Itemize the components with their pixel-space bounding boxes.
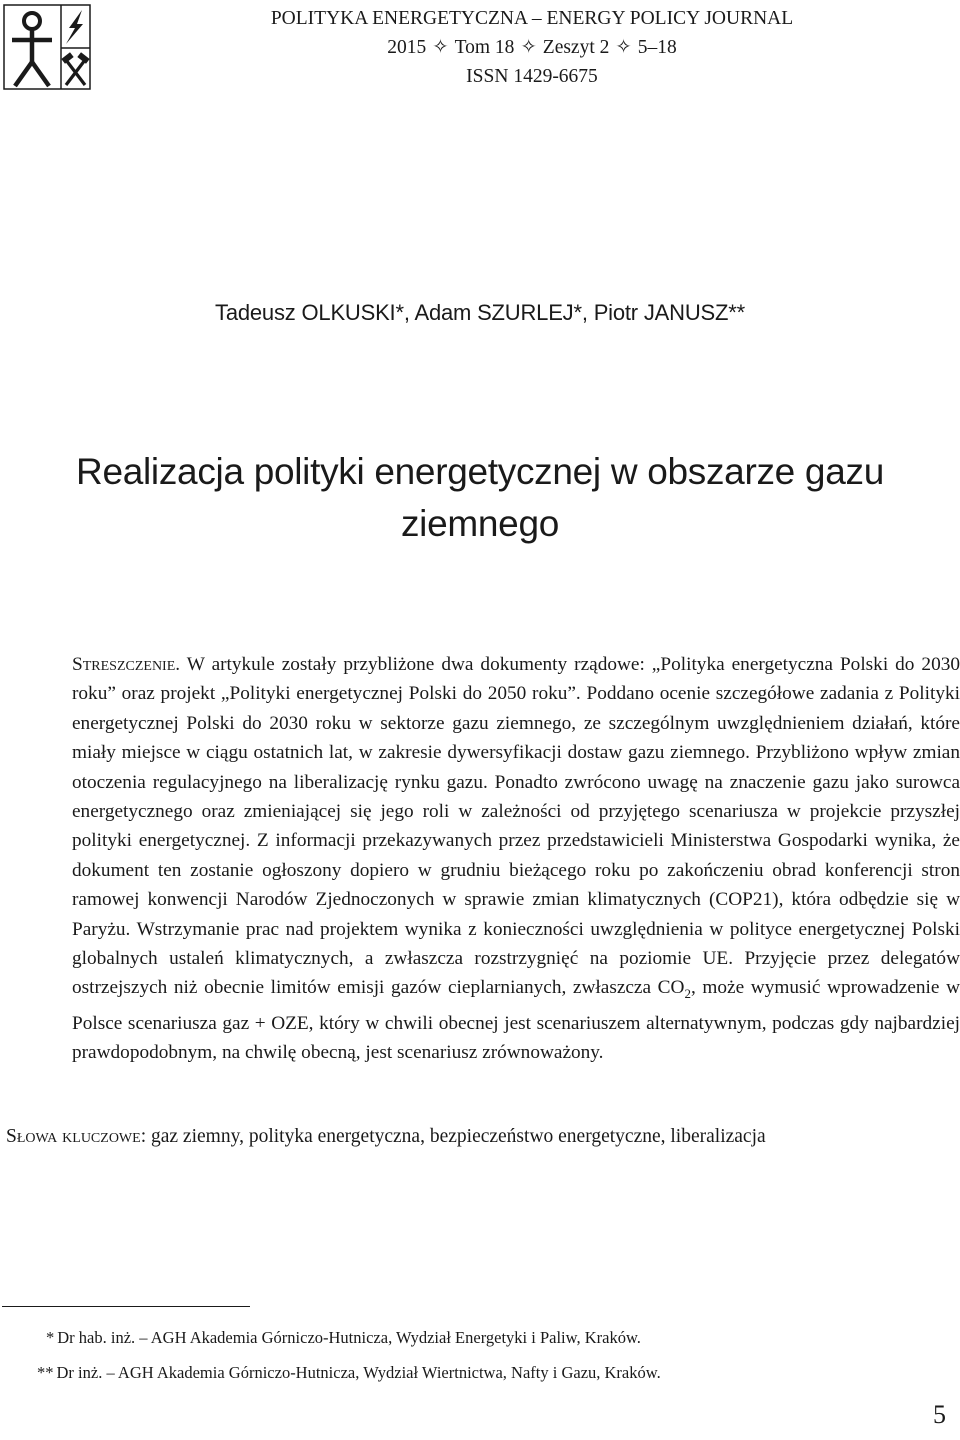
page-number: 5 bbox=[933, 1400, 946, 1429]
author-first-name: Piotr bbox=[593, 300, 638, 325]
abstract-text-continued: , może wymusić wprowadzenie w Polsce scenariusza gaz + OZE, który w chwili obecnej jest scenariuszem alternatywnym, podczas gdy najbardziej prawdopodobnym, na chwilę obecną, jest scenariusz zrównoważony. bbox=[72, 977, 960, 1064]
footnote-text: Dr inż. – AGH Akademia Górniczo-Hutnicza, Wydział Wiertnictwa, Nafty i Gazu, Kraków. bbox=[56, 1363, 661, 1382]
separator-star-icon: ✧ bbox=[432, 37, 449, 58]
separator-star-icon: ✧ bbox=[520, 37, 537, 58]
abstract-label: Streszczenie. bbox=[72, 654, 181, 675]
journal-title: POLITYKA ENERGETYCZNA – ENERGY POLICY JOURNAL bbox=[270, 8, 794, 29]
journal-logo-icon bbox=[3, 4, 91, 90]
keywords bbox=[6, 1123, 946, 1151]
author-last-name: JANUSZ bbox=[643, 300, 729, 325]
article-title bbox=[40, 446, 920, 550]
journal-pages: 5–18 bbox=[637, 37, 677, 58]
footnote-text: Dr hab. inż. – AGH Akademia Górniczo-Hutnicza, Wydział Energetyki i Paliw, Kraków. bbox=[57, 1328, 641, 1347]
keywords-text: gaz ziemny, polityka energetyczna, bezpieczeństwo energetyczne, liberalizacja bbox=[151, 1126, 766, 1147]
journal-year: 2015 bbox=[387, 37, 427, 58]
author-first-name: Adam bbox=[414, 300, 472, 325]
author-affiliation-mark: * bbox=[395, 300, 404, 325]
journal-volume: Tom 18 bbox=[454, 37, 515, 58]
abstract bbox=[72, 650, 960, 1068]
footnote bbox=[46, 1327, 641, 1349]
footnote-divider bbox=[2, 1306, 250, 1307]
article-title-line: ziemnego bbox=[400, 503, 560, 544]
abstract-text: W artykule zostały przybliżone dwa dokumenty rządowe: „Polityka energetyczna Polski do 2030 roku” oraz projekt „Polityki energetycznej Polski do 2050 roku”. Poddano ocenie szczegółowe zadania z Polityki energetycznej Polski do 2030 roku w sektorze gazu ziemnego, ze szczególnym uwzględnieniem działań, które miały miejsce w ciągu ostatnich lat, w zakresie dywersyfikacji dostaw gazu ziemnego. Przybliżono wpływ zmian otoczenia regulacyjnego na liberalizację rynku gazu. Ponadto zwrócono uwagę na znaczenie gazu jako surowca energetycznego oraz zmieniającej się jego roli w zależności od przyjętego scenariusza w projekcie przyszłej polityki energetycznej. Z informacji przekazywanych przez przedstawicieli Ministerstwa Gospodarki wynika, że dokument ten zostanie ogłoszony dopiero w grudniu bieżącego roku po zakończeniu obrad konferencji stron ramowej konwencji Narodów Zjednoczonych w sprawie zmian klimatycznych (COP21), która odbędzie się w Paryżu. Wstrzymanie prac nad projektem wynika z konieczności uwzględnienia w polityce energetycznej Polski globalnych ustaleń klimatycznych, a zwłaszcza rozstrzygnięć na poziomie UE. Przyjęcie przez delegatów ostrzejszych niż obecnie limitów emisji gazów cieplarnianych, zwłaszcza CO bbox=[72, 654, 960, 999]
journal-issue: Zeszyt 2 bbox=[542, 37, 610, 58]
author-list: Tadeusz OLKUSKI*, Adam SZURLEJ*, Piotr JANUSZ** bbox=[215, 300, 745, 325]
author-affiliation-mark: * bbox=[573, 300, 582, 325]
journal-issue-line bbox=[252, 33, 812, 62]
keywords-label: Słowa kluczowe: bbox=[6, 1126, 147, 1147]
footnote bbox=[37, 1362, 661, 1384]
separator-star-icon: ✧ bbox=[615, 37, 632, 58]
author-first-name: Tadeusz bbox=[215, 300, 296, 325]
author-affiliation-mark: ** bbox=[728, 300, 745, 325]
journal-issn: ISSN 1429-6675 bbox=[466, 66, 598, 87]
author-last-name: OLKUSKI bbox=[301, 300, 396, 325]
journal-header bbox=[252, 4, 812, 91]
footnote-mark: ** bbox=[37, 1363, 54, 1382]
author-last-name: SZURLEJ bbox=[477, 300, 574, 325]
footnote-mark: * bbox=[46, 1328, 55, 1347]
co2-subscript: 2 bbox=[684, 986, 691, 1002]
article-title-line: Realizacja polityki energetycznej w obszarze gazu bbox=[76, 451, 884, 492]
